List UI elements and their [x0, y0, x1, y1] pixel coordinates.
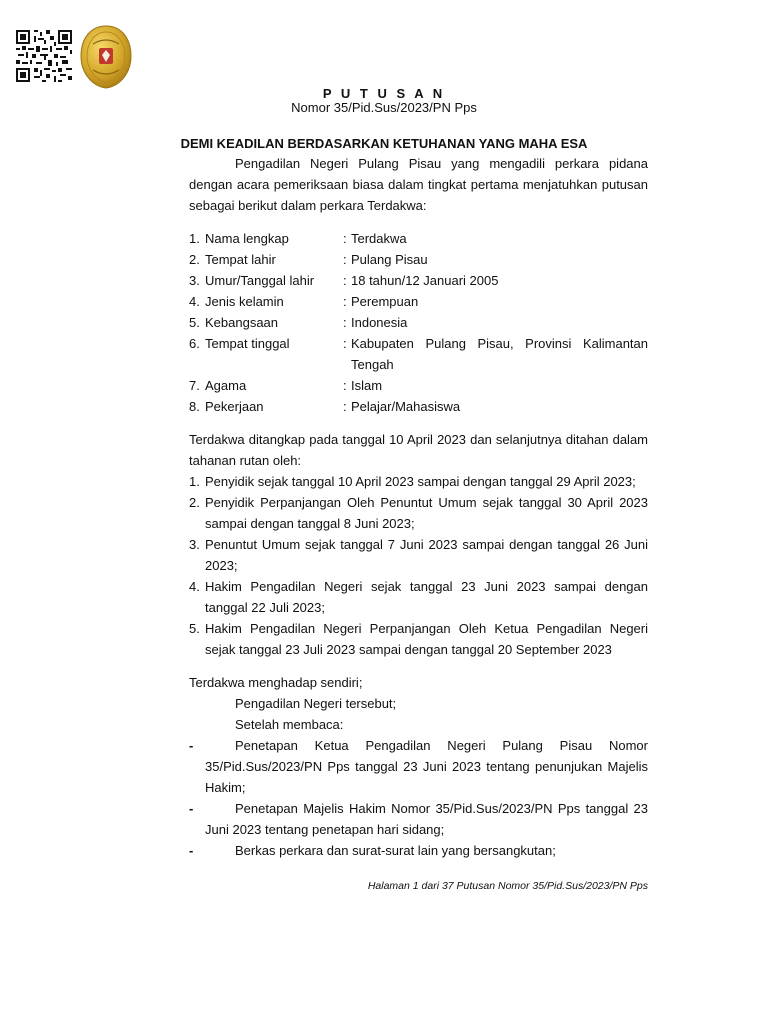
detention-item	[189, 576, 648, 618]
detention-item	[189, 534, 648, 576]
document-item	[189, 735, 648, 798]
detention-intro: Terdakwa ditangkap pada tanggal 10 April 2023 dan selanjutnya ditahan dalam tahanan rutan oleh:	[189, 432, 648, 468]
appearance-statement: Terdakwa menghadap sendiri;	[189, 675, 363, 690]
detention-text: Penyidik sejak tanggal 10 April 2023 sampai dengan tanggal 29 April 2023;	[205, 474, 636, 489]
identity-colon: :	[343, 294, 347, 309]
dash-bullet: -	[189, 801, 194, 816]
document-text	[205, 735, 648, 798]
justice-heading: DEMI KEADILAN BERDASARKAN KETUHANAN YANG MAHA ESA	[180, 136, 588, 151]
identity-row	[189, 333, 648, 375]
detention-item	[189, 492, 648, 534]
page-footer: Halaman 1 dari 37 Putusan Nomor 35/Pid.Sus/2023/PN Pps	[367, 880, 648, 892]
document-text	[205, 840, 648, 861]
identity-colon: :	[343, 399, 347, 414]
identity-label: Agama	[205, 378, 247, 393]
identity-value: Indonesia	[351, 315, 408, 330]
court-seal-emblem	[79, 24, 133, 90]
identity-row	[189, 312, 648, 333]
detention-number: 1.	[189, 474, 200, 489]
identity-row	[189, 396, 648, 417]
detention-item	[189, 618, 648, 660]
document-list	[189, 735, 648, 861]
identity-label: Kebangsaan	[205, 315, 279, 330]
identity-number: 2.	[189, 252, 200, 267]
identity-colon: :	[343, 231, 347, 246]
document-body	[189, 153, 648, 861]
identity-value: Pelajar/Mahasiswa	[351, 399, 461, 414]
detention-text: Hakim Pengadilan Negeri sejak tanggal 23 Juni 2023 sampai dengan tanggal 22 Juli 2023;	[205, 579, 648, 615]
document-text-body: Berkas perkara dan surat-surat lain yang bersangkutan;	[235, 843, 556, 858]
identity-colon: :	[343, 252, 347, 267]
detention-list	[189, 471, 648, 660]
defendant-identity	[189, 228, 648, 417]
identity-number: 7.	[189, 378, 200, 393]
document-title: P U T U S A N	[322, 86, 446, 101]
detention-number: 4.	[189, 579, 200, 594]
identity-value: Kabupaten Pulang Pisau, Provinsi Kalimantan Tengah	[351, 336, 648, 372]
detention-number: 5.	[189, 621, 200, 636]
identity-label: Tempat tinggal	[205, 336, 290, 351]
identity-colon: :	[343, 315, 347, 330]
identity-value: Perempuan	[351, 294, 419, 309]
detention-number: 2.	[189, 495, 200, 510]
identity-row	[189, 291, 648, 312]
document-text-body: Penetapan Majelis Hakim Nomor 35/Pid.Sus/2023/PN Pps tanggal 23 Juni 2023 tentang penetapan hari sidang;	[205, 801, 648, 837]
identity-colon: :	[343, 336, 347, 351]
after-reading: Setelah membaca:	[235, 717, 344, 732]
identity-number: 1.	[189, 231, 200, 246]
intro-paragraph: Pengadilan Negeri Pulang Pisau yang mengadili perkara pidana dengan acara pemeriksaan biasa dalam tingkat pertama menjatuhkan putusan sebagai berikut dalam perkara Terdakwa:	[189, 156, 648, 213]
identity-value: Terdakwa	[351, 231, 407, 246]
court-reference: Pengadilan Negeri tersebut;	[235, 696, 397, 711]
identity-label: Tempat lahir	[205, 252, 276, 267]
case-number: Nomor 35/Pid.Sus/2023/PN Pps	[291, 100, 477, 115]
identity-label: Nama lengkap	[205, 231, 289, 246]
qr-code-icon	[16, 30, 72, 82]
detention-number: 3.	[189, 537, 200, 552]
document-text	[205, 798, 648, 840]
identity-label: Pekerjaan	[205, 399, 264, 414]
document-item	[189, 840, 648, 861]
detention-item	[189, 471, 648, 492]
identity-number: 8.	[189, 399, 200, 414]
identity-value: 18 tahun/12 Januari 2005	[351, 273, 499, 288]
identity-colon: :	[343, 378, 347, 393]
document-item	[189, 798, 648, 840]
identity-label: Jenis kelamin	[205, 294, 284, 309]
identity-row	[189, 270, 648, 291]
identity-row	[189, 228, 648, 249]
document-text-body: Penetapan Ketua Pengadilan Negeri Pulang Pisau Nomor 35/Pid.Sus/2023/PN Pps tanggal 23 Juni 2023 tentang penunjukan Majelis Hakim;	[205, 738, 648, 795]
identity-number: 4.	[189, 294, 200, 309]
identity-value: Pulang Pisau	[351, 252, 428, 267]
identity-number: 5.	[189, 315, 200, 330]
identity-colon: :	[343, 273, 347, 288]
identity-row	[189, 249, 648, 270]
identity-number: 3.	[189, 273, 200, 288]
identity-number: 6.	[189, 336, 200, 351]
detention-text: Penyidik Perpanjangan Oleh Penuntut Umum sejak tanggal 30 April 2023 sampai dengan tanggal 8 Juni 2023;	[205, 495, 648, 531]
identity-row	[189, 375, 648, 396]
identity-value: Islam	[351, 378, 383, 393]
detention-text: Hakim Pengadilan Negeri Perpanjangan Oleh Ketua Pengadilan Negeri sejak tanggal 23 Juli 2023 sampai dengan tanggal 20 September 2023	[205, 621, 648, 657]
identity-label: Umur/Tanggal lahir	[205, 273, 315, 288]
dash-bullet: -	[189, 843, 194, 858]
detention-text: Penuntut Umum sejak tanggal 7 Juni 2023 sampai dengan tanggal 26 Juni 2023;	[205, 537, 648, 573]
dash-bullet: -	[189, 738, 194, 753]
